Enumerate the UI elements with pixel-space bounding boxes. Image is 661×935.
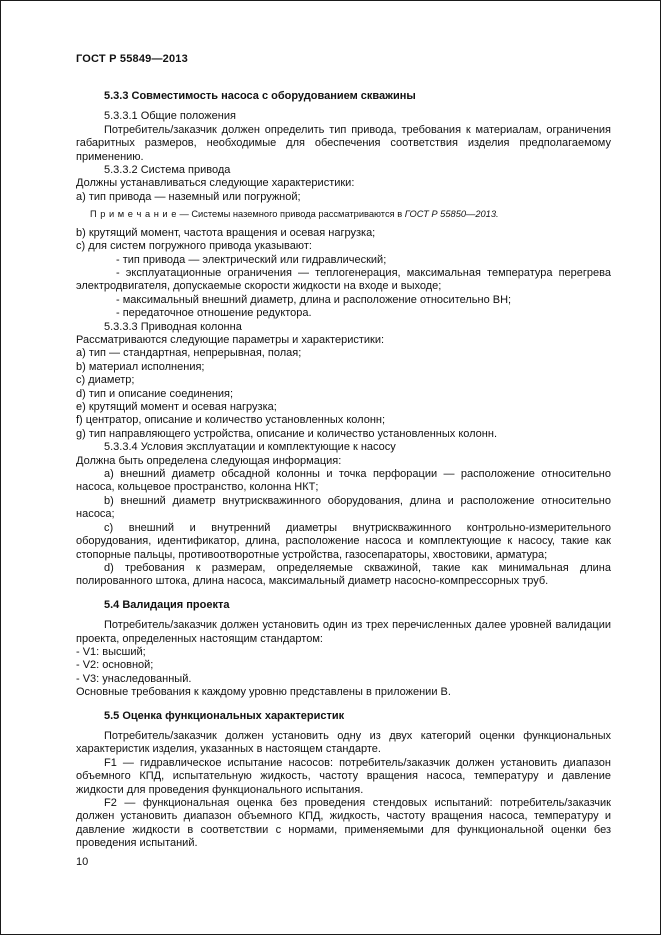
- paragraph: Должна быть определена следующая информация:: [76, 454, 342, 467]
- paragraph: - V3: унаследованный.: [76, 672, 192, 685]
- section-heading: 5.3.3 Совместимость насоса с оборудованием скважины: [104, 90, 416, 102]
- list-item: b) внешний диаметр внутрискважинного оборудования, длина и расположение относительно насоса;: [76, 494, 611, 521]
- paragraph: c) для систем погружного привода указывают:: [76, 240, 312, 253]
- dash-list-item: - передаточное отношение редуктора.: [116, 307, 312, 320]
- dash-list-item: - максимальный внешний диаметр, длина и расположение относительно ВН;: [116, 293, 512, 306]
- paragraph: F2 — функциональная оценка без проведения стендовых испытаний: потребитель/заказчик должен установить диапазон объемного КПД, жидкость, частоту вращения насоса, температуру и давление жидкости в соответствии с нормами, применяемыми для функциональной оценки без проведения испытаний.: [76, 797, 611, 850]
- paragraph: F1 — гидравлическое испытание насосов: потребитель/заказчик должен установить диапазон объемного КПД, испытательную жидкость, частоту вращения насоса, температуру и давление жидкости для проведения функционального испытания.: [76, 756, 611, 796]
- paragraph: Рассматриваются следующие параметры и характеристики:: [76, 334, 385, 346]
- text-run: П р и м е ч а н и е: [90, 209, 177, 220]
- section-heading: 5.5 Оценка функциональных характеристик: [104, 709, 345, 722]
- paragraph: - V2: основной;: [76, 659, 154, 672]
- subsection-heading: 5.3.3.1 Общие положения: [104, 110, 236, 123]
- text-run: ГОСТ Р 55850—2013.: [404, 209, 499, 220]
- document-content: [76, 90, 611, 851]
- note: [76, 209, 611, 221]
- subsection-heading: 5.3.3.3 Приводная колонна: [104, 320, 242, 333]
- list-item: a) внешний диаметр обсадной колонны и точка перфорации — расположение относительно насоса, кольцевое пространство, колонна НКТ;: [76, 468, 611, 494]
- paragraph: - V1: высший;: [76, 645, 146, 658]
- paragraph: Потребитель/заказчик должен определить тип привода, требования к материалам, ограничения габаритных размеров, необходимые для обеспечения соответствия изделия предполагаемому применению.: [76, 123, 611, 163]
- paragraph: b) материал исполнения;: [76, 360, 205, 373]
- paragraph: c) диаметр;: [76, 374, 135, 387]
- list-item: c) внешний и внутренний диаметры внутрискважинного контрольно-измерительного оборудования, идентификатор, длина, расположение насоса и комплектующие к насосу, такие как стопорные пальцы, противоотворотные устройства, газосепараторы, хвостовики, арматура;: [76, 521, 611, 561]
- paragraph: b) крутящий момент, частота вращения и осевая нагрузка;: [76, 226, 376, 239]
- paragraph: Должны устанавливаться следующие характеристики:: [76, 177, 355, 190]
- paragraph: a) тип — стандартная, непрерывная, полая;: [76, 347, 302, 360]
- paragraph: e) крутящий момент и осевая нагрузка;: [76, 401, 277, 414]
- subsection-heading: 5.3.3.4 Условия эксплуатации и комплектующие к насосу: [104, 441, 396, 454]
- dash-list-item: - эксплуатационные ограничения — теплогенерация, максимальная температура перегрева электродвигателя, допускаемые скорости жидкости на входе и выходе;: [76, 266, 611, 293]
- paragraph: Потребитель/заказчик должен установить одну из двух категорий оценки функциональных характеристик изделия, указанных в настоящем стандарте.: [76, 729, 611, 756]
- paragraph: f) центратор, описание и количество установленных колонн;: [76, 414, 386, 427]
- document-header: ГОСТ Р 55849—2013: [76, 53, 188, 65]
- paragraph: g) тип направляющего устройства, описание и количество установленных колонн.: [76, 427, 498, 440]
- dash-list-item: - тип привода — электрический или гидравлический;: [116, 253, 387, 266]
- paragraph: d) тип и описание соединения;: [76, 387, 234, 400]
- paragraph: a) тип привода — наземный или погружной;: [76, 190, 301, 203]
- paragraph: Потребитель/заказчик должен установить один из трех перечисленных далее уровней валидации проекта, определенных настоящим стандартом:: [76, 619, 611, 645]
- subsection-heading: 5.3.3.2 Система привода: [104, 164, 231, 177]
- page-number: 10: [76, 856, 89, 868]
- list-item: d) требования к размерам, определяемые скважиной, такие как минимальная длина полированного штока, длина насоса, максимальный диаметр насосно-компрессорных труб.: [76, 561, 611, 588]
- text-run: — Системы наземного привода рассматриваются в: [176, 209, 405, 220]
- paragraph: Основные требования к каждому уровню представлены в приложении В.: [76, 686, 451, 699]
- section-heading: 5.4 Валидация проекта: [104, 598, 230, 611]
